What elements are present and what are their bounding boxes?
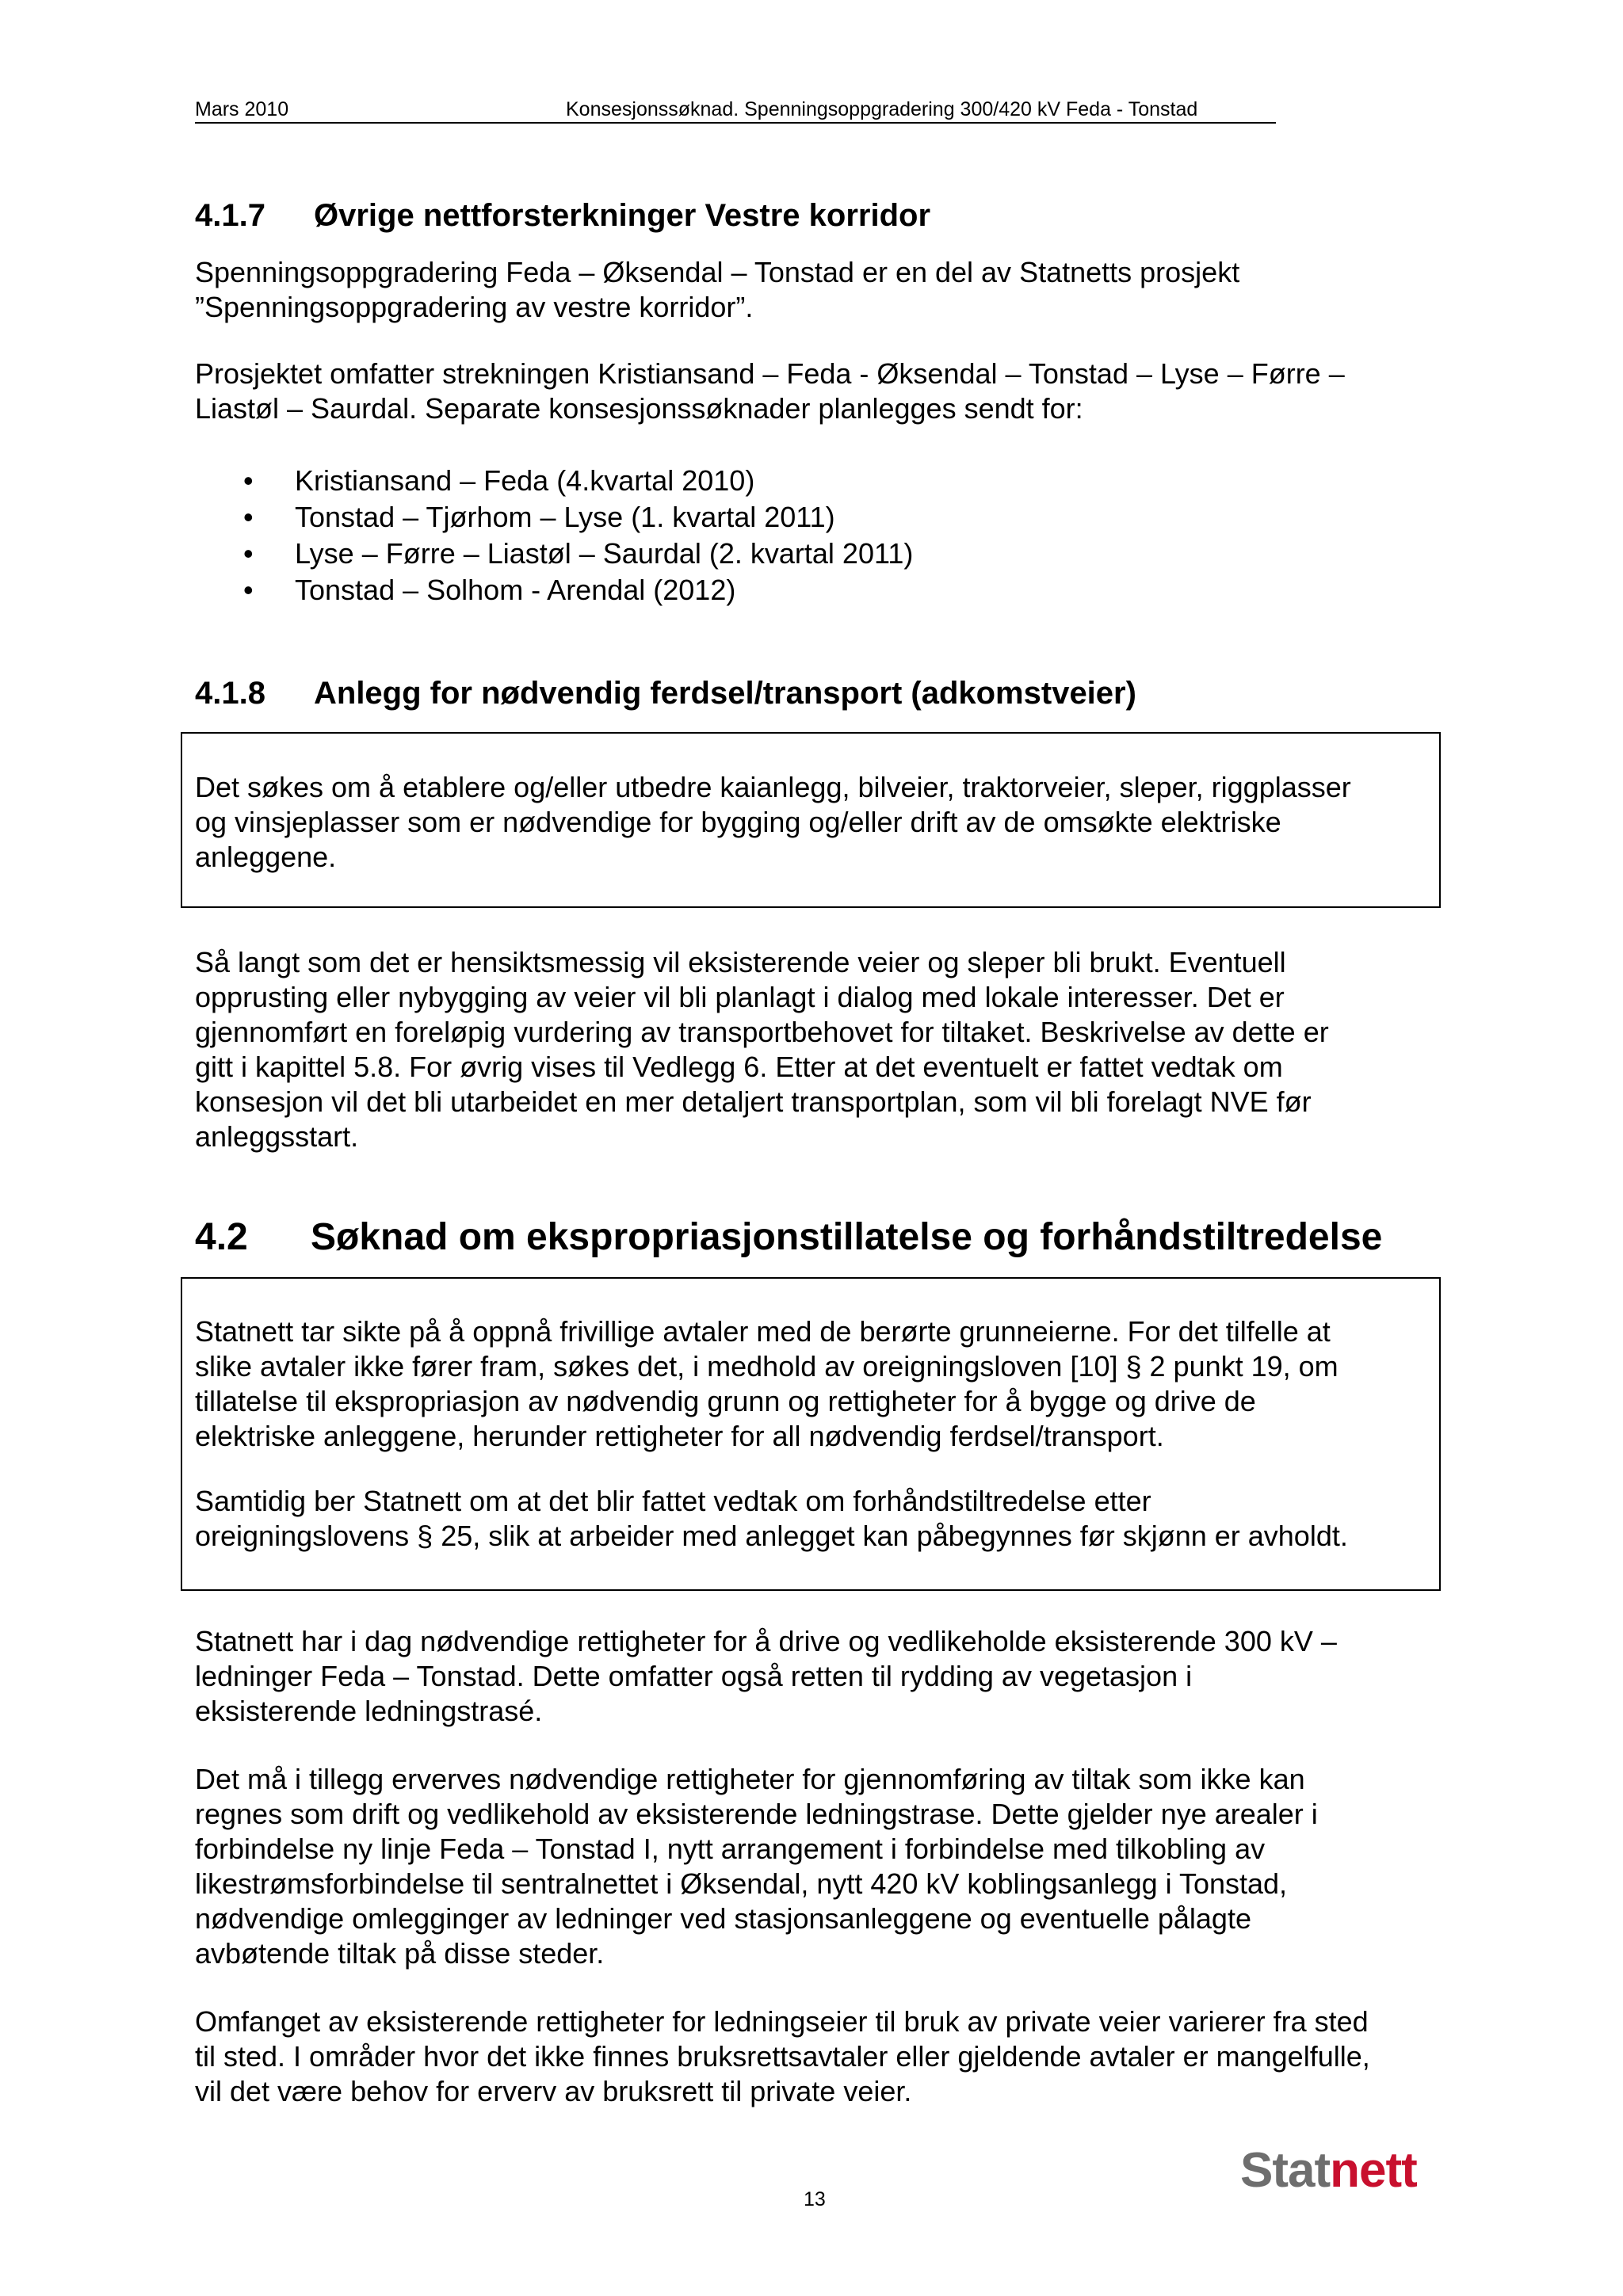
- text-line: Statnett har i dag nødvendige rettigheter for å drive og vedlikeholde eksisterende 300 kV –: [195, 1625, 1337, 1657]
- text-line: eksisterende ledningstrasé.: [195, 1695, 543, 1727]
- text-line: gjennomført en foreløpig vurdering av transportbehovet for tiltaket. Beskrivelse av dette er: [195, 1016, 1329, 1048]
- section-number: 4.2: [195, 1216, 248, 1258]
- text-line: Så langt som det er hensiktsmessig vil eksisterende veier og sleper bli brukt. Eventuell: [195, 946, 1286, 978]
- boxed-application-text: [181, 732, 1441, 908]
- statnett-logo: [1240, 2142, 1417, 2199]
- bullet-icon: •: [243, 537, 254, 570]
- text-line: avbøtende tiltak på disse steder.: [195, 1937, 605, 1970]
- text-line: Liastøl – Saurdal. Separate konsesjonssøknader planlegges sendt for:: [195, 392, 1083, 425]
- text-line: anleggene.: [195, 841, 337, 873]
- boxed-application-text: [181, 1277, 1441, 1591]
- bullet-icon: •: [243, 501, 254, 533]
- text-line: tillatelse til ekspropriasjon av nødvendig grunn og rettigheter for å bygge og drive de: [195, 1385, 1256, 1417]
- box-paragraph: [195, 1314, 1447, 1454]
- text-line: Det søkes om å etablere og/eller utbedre kaianlegg, bilveier, traktorveier, sleper, riggplasser: [195, 771, 1351, 803]
- text-line: likestrømsforbindelse til sentralnettet i Øksendal, nytt 420 kV koblingsanlegg i Tonstad,: [195, 1867, 1288, 1900]
- page-number: 13: [804, 2188, 826, 2210]
- box-paragraph: [195, 770, 1447, 875]
- bullet-icon: •: [243, 464, 254, 497]
- text-line: Prosjektet omfatter strekningen Kristiansand – Feda - Øksendal – Tonstad – Lyse – Førre –: [195, 357, 1345, 390]
- text-line: gitt i kapittel 5.8. For øvrig vises til Vedlegg 6. Etter at det eventuelt er fattet vedtak om: [195, 1051, 1283, 1083]
- text-line: til sted. I områder hvor det ikke finnes bruksrettsavtaler eller gjeldende avtaler er mangelfulle,: [195, 2040, 1370, 2073]
- text-line: ledninger Feda – Tonstad. Dette omfatter også retten til rydding av vegetasjon i: [195, 1660, 1193, 1692]
- text-line: nødvendige omlegginger av ledninger ved stasjonsanleggene og eventuelle pålagte: [195, 1902, 1251, 1935]
- text-line: Spenningsoppgradering Feda – Øksendal – Tonstad er en del av Statnetts prosjekt: [195, 256, 1240, 288]
- section-title: Søknad om ekspropriasjonstillatelse og forhåndstiltredelse: [311, 1216, 1383, 1258]
- text-line: anleggsstart.: [195, 1120, 359, 1153]
- paragraph-417-1: [195, 255, 1447, 325]
- logo-part-stat: Stat: [1240, 2143, 1331, 2198]
- page-header: [195, 93, 1276, 124]
- text-line: Det må i tillegg erverves nødvendige rettigheter for gjennomføring av tiltak som ikke kan: [195, 1763, 1305, 1795]
- section-number: 4.1.7: [195, 198, 265, 233]
- section-title: Øvrige nettforsterkninger Vestre korridor: [314, 198, 931, 233]
- text-line: og vinsjeplasser som er nødvendige for bygging og/eller drift av de omsøkte elektriske: [195, 806, 1281, 838]
- paragraph-418-1: [195, 945, 1447, 1154]
- text-line: konsesjon vil det bli utarbeidet en mer detaljert transportplan, som vil bli forelagt NVE før: [195, 1085, 1312, 1118]
- paragraph-42-1: [195, 1624, 1447, 1729]
- text-line: slike avtaler ikke fører fram, søkes det, i medhold av oreigningsloven [10] § 2 punkt 19, om: [195, 1350, 1338, 1383]
- box-paragraph: [195, 1484, 1447, 1554]
- text-line: elektriske anleggene, herunder rettigheter for all nødvendig ferdsel/transport.: [195, 1420, 1164, 1452]
- text-line: forbindelse ny linje Feda – Tonstad I, nytt arrangement i forbindelse med tilkobling av: [195, 1833, 1266, 1865]
- section-number: 4.1.8: [195, 676, 265, 711]
- bullet-icon: •: [243, 574, 254, 606]
- logo-part-nett: nett: [1330, 2143, 1417, 2198]
- text-line: vil det være behov for erverv av bruksrett til private veier.: [195, 2075, 912, 2107]
- text-line: Omfanget av eksisterende rettigheter for ledningseier til bruk av private veier varierer fra sted: [195, 2005, 1369, 2038]
- text-line: Statnett tar sikte på å oppnå frivillige avtaler med de berørte grunneierne. For det tilfelle at: [195, 1315, 1331, 1348]
- text-line: ”Spenningsoppgradering av vestre korridor”.: [195, 291, 754, 323]
- section-title: Anlegg for nødvendig ferdsel/transport (adkomstveier): [314, 676, 1136, 711]
- paragraph-417-2: [195, 357, 1447, 426]
- text-line: oreigningslovens § 25, slik at arbeider med anlegget kan påbegynnes før skjønn er avholdt.: [195, 1520, 1348, 1552]
- paragraph-42-2: [195, 1762, 1447, 1971]
- header-document-title: Konsesjonssøknad. Spenningsoppgradering 300/420 kV Feda - Tonstad: [566, 98, 1198, 120]
- paragraph-42-3: [195, 2004, 1447, 2109]
- text-line: regnes som drift og vedlikehold av eksisterende ledningstrase. Dette gjelder nye arealer i: [195, 1798, 1318, 1830]
- header-date: Mars 2010: [195, 98, 289, 120]
- text-line: Samtidig ber Statnett om at det blir fattet vedtak om forhåndstiltredelse etter: [195, 1485, 1151, 1517]
- text-line: opprusting eller nybygging av veier vil bli planlagt i dialog med lokale interesser. Det er: [195, 981, 1285, 1013]
